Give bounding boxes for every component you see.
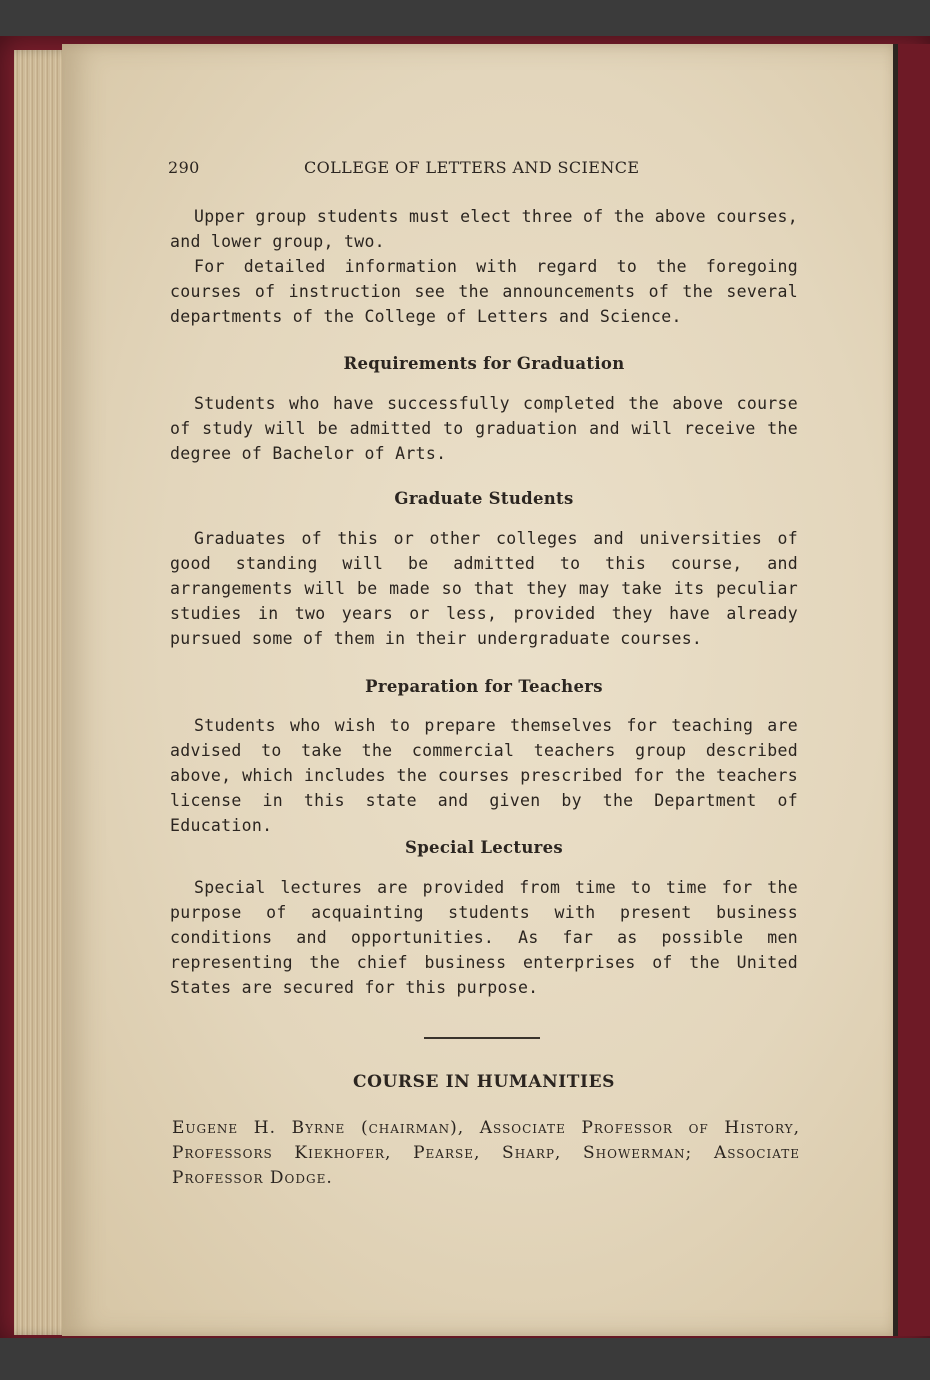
facing-cover	[898, 44, 930, 1336]
faculty-list: Eugene H. Byrne (chairman), Associate Professor of History, Professors Kiekhofer, Pearse, Sharp, Showerman; Associate Professor Dodge.	[172, 1118, 800, 1188]
section-body: Special lectures are provided from time to time for the purpose of acquainting students with present business conditions and opportunities. As far as possible men representing the chief business enterprises of the United States are secured for this purpose.	[170, 878, 798, 997]
section-body: Graduates of this or other colleges and universities of good standing will be admitted to this course, and arrangements will be made so that they may take its peculiar studies in two years or less, provided they have already pursued some of them in their undergraduate courses.	[170, 529, 798, 648]
section-body: Students who have successfully completed the above course of study will be admitted to graduation and will receive the degree of Bachelor of Arts.	[170, 394, 798, 463]
running-head	[168, 158, 796, 180]
bottom-background	[0, 1338, 930, 1380]
section-body: Students who wish to prepare themselves for teaching are advised to take the commercial teachers group described above, which includes the courses prescribed for the teachers license in this state and given by the Department of Education.	[170, 716, 798, 835]
intro-paragraph-2: For detailed information with regard to the foregoing courses of instruction see the announcements of the several departments of the College of Letters and Science.	[170, 257, 798, 326]
top-background	[0, 0, 930, 40]
section-heading: Requirements for Graduation	[343, 354, 625, 373]
page-number: 290	[168, 158, 200, 177]
section-divider	[424, 1037, 540, 1039]
section-heading: Preparation for Teachers	[365, 677, 603, 696]
page-header-title: COLLEGE OF LETTERS AND SCIENCE	[304, 158, 640, 177]
intro-paragraph-1: Upper group students must elect three of the above courses, and lower group, two.	[170, 207, 798, 251]
section-heading: Graduate Students	[394, 489, 574, 508]
course-title: COURSE IN HUMANITIES	[352, 1072, 616, 1092]
section-heading: Special Lectures	[404, 838, 563, 857]
